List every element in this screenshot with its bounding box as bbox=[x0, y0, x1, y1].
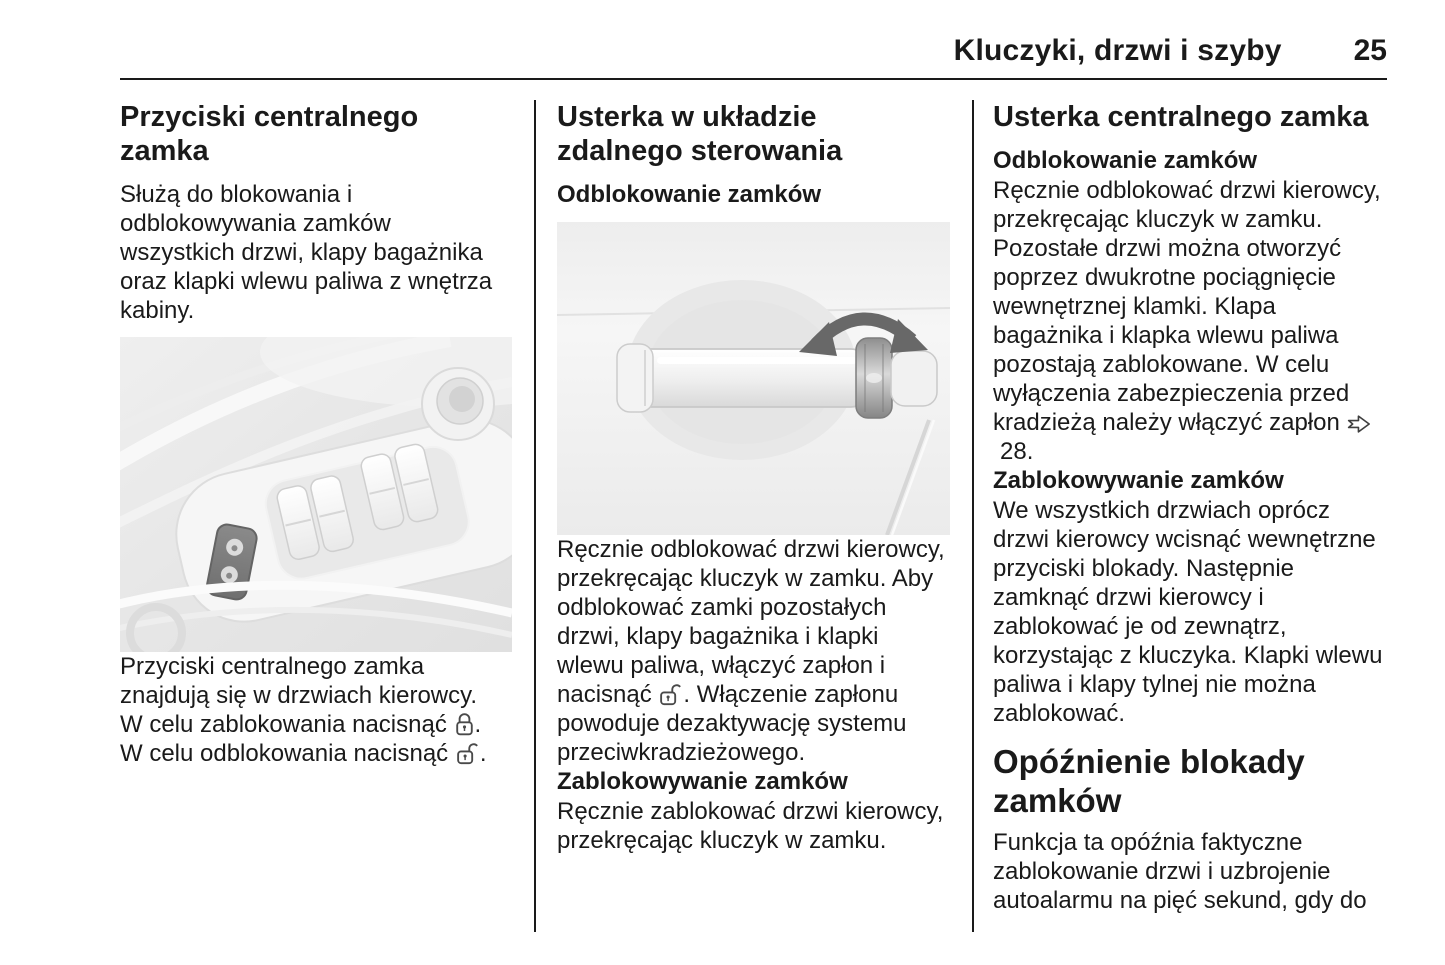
manual-unlock-text-1: Ręcznie odblokować drzwi kierowcy, przekręcając kluczyk w zamku. Aby odblokować zamki pozostałych drzwi, klapy bagażnika i klapki wlewu paliwa, włączyć zapłon i nacisnąć bbox=[557, 536, 945, 708]
line-lock-instruction bbox=[120, 710, 512, 739]
door-panel-figure bbox=[120, 337, 512, 652]
page-header bbox=[120, 34, 1387, 68]
subheading-unlocking: Odblokowanie zamków bbox=[557, 181, 822, 208]
chapter-heading-lock-delay: Opóźnienie blokady zamków bbox=[993, 743, 1305, 819]
subheading-locking: Zablokowywanie zamków bbox=[557, 768, 848, 795]
fault-unlock-period: . bbox=[1026, 438, 1034, 465]
paragraph-fault-unlock bbox=[993, 176, 1387, 466]
door-panel-illustration bbox=[120, 337, 512, 652]
paragraph-intro: Służą do blokowania i odblokowywania zamków wszystkich drzwi, klapy bagażnika oraz klapki wlewu paliwa z wnętrza kabiny. bbox=[120, 181, 493, 324]
lock-instruction-text: W celu zablokowania nacisnąć bbox=[120, 711, 454, 738]
paragraph-lock-delay: Funkcja ta opóźnia faktyczne zablokowanie drzwi i uzbrojenie autoalarmu na pięć sekund, gdy do bbox=[993, 829, 1367, 914]
column-1 bbox=[120, 100, 512, 768]
section-heading-central-lock-fault: Usterka centralnego zamka bbox=[993, 101, 1369, 133]
header-rule bbox=[120, 78, 1387, 80]
column-3 bbox=[993, 100, 1387, 915]
page-reference-number: 28 bbox=[1000, 438, 1027, 465]
manual-unlock-text-2: . Włączenie zapłonu powoduje dezaktywację systemu przeciwkradzieżowego. bbox=[557, 681, 907, 766]
page-ref-arrow-icon bbox=[1347, 414, 1371, 434]
paragraph-fault-lock: We wszystkich drzwiach oprócz drzwi kierowcy wcisnąć wewnętrzne przyciski blokady. Następnie zamknąć drzwi kierowcy i zablokować je od zewnątrz, korzystając z kluczyka. Klapki wlewu paliwa i klapy tylnej nie można zablokować. bbox=[993, 497, 1383, 727]
unlock-instruction-period: . bbox=[479, 740, 487, 767]
door-handle-illustration bbox=[557, 222, 950, 535]
section-heading-central-locking-buttons: Przyciski centralnego zamka bbox=[120, 101, 419, 167]
section-heading-remote-fault: Usterka w układzie zdalnego sterowania bbox=[557, 101, 843, 167]
column-2 bbox=[557, 100, 950, 855]
unlock-instruction-text: W celu odblokowania nacisnąć bbox=[120, 740, 455, 767]
column-divider bbox=[972, 100, 974, 932]
page-title: Kluczyki, drzwi i szyby bbox=[953, 34, 1282, 67]
fault-unlock-text: Ręcznie odblokować drzwi kierowcy, przekręcając kluczyk w zamku. Pozostałe drzwi można otworzyć poprzez dwukrotne pociągnięcie wewnętrznej klamki. Klapa bagażnika i klapka wlewu paliwa pozostają zablokowane. W celu wyłączenia zabezpieczenia przed kradzieżą należy włączyć zapłon bbox=[993, 177, 1381, 436]
door-handle-figure bbox=[557, 222, 950, 535]
subheading-locking: Zablokowywanie zamków bbox=[993, 467, 1284, 494]
paragraph-manual-unlock bbox=[557, 535, 950, 767]
column-divider bbox=[534, 100, 536, 932]
line-unlock-instruction bbox=[120, 739, 512, 768]
paragraph-manual-lock: Ręcznie zablokować drzwi kierowcy, przekręcając kluczyk w zamku. bbox=[557, 798, 944, 854]
page-number: 25 bbox=[1353, 34, 1387, 67]
lock-instruction-period: . bbox=[474, 711, 482, 738]
lock-open-icon bbox=[658, 681, 683, 706]
lock-closed-icon bbox=[454, 711, 475, 736]
lock-open-icon bbox=[455, 740, 480, 765]
subheading-unlocking: Odblokowanie zamków bbox=[993, 147, 1258, 174]
paragraph-button-location: Przyciski centralnego zamka znajdują się w drzwiach kierowcy. bbox=[120, 653, 478, 709]
